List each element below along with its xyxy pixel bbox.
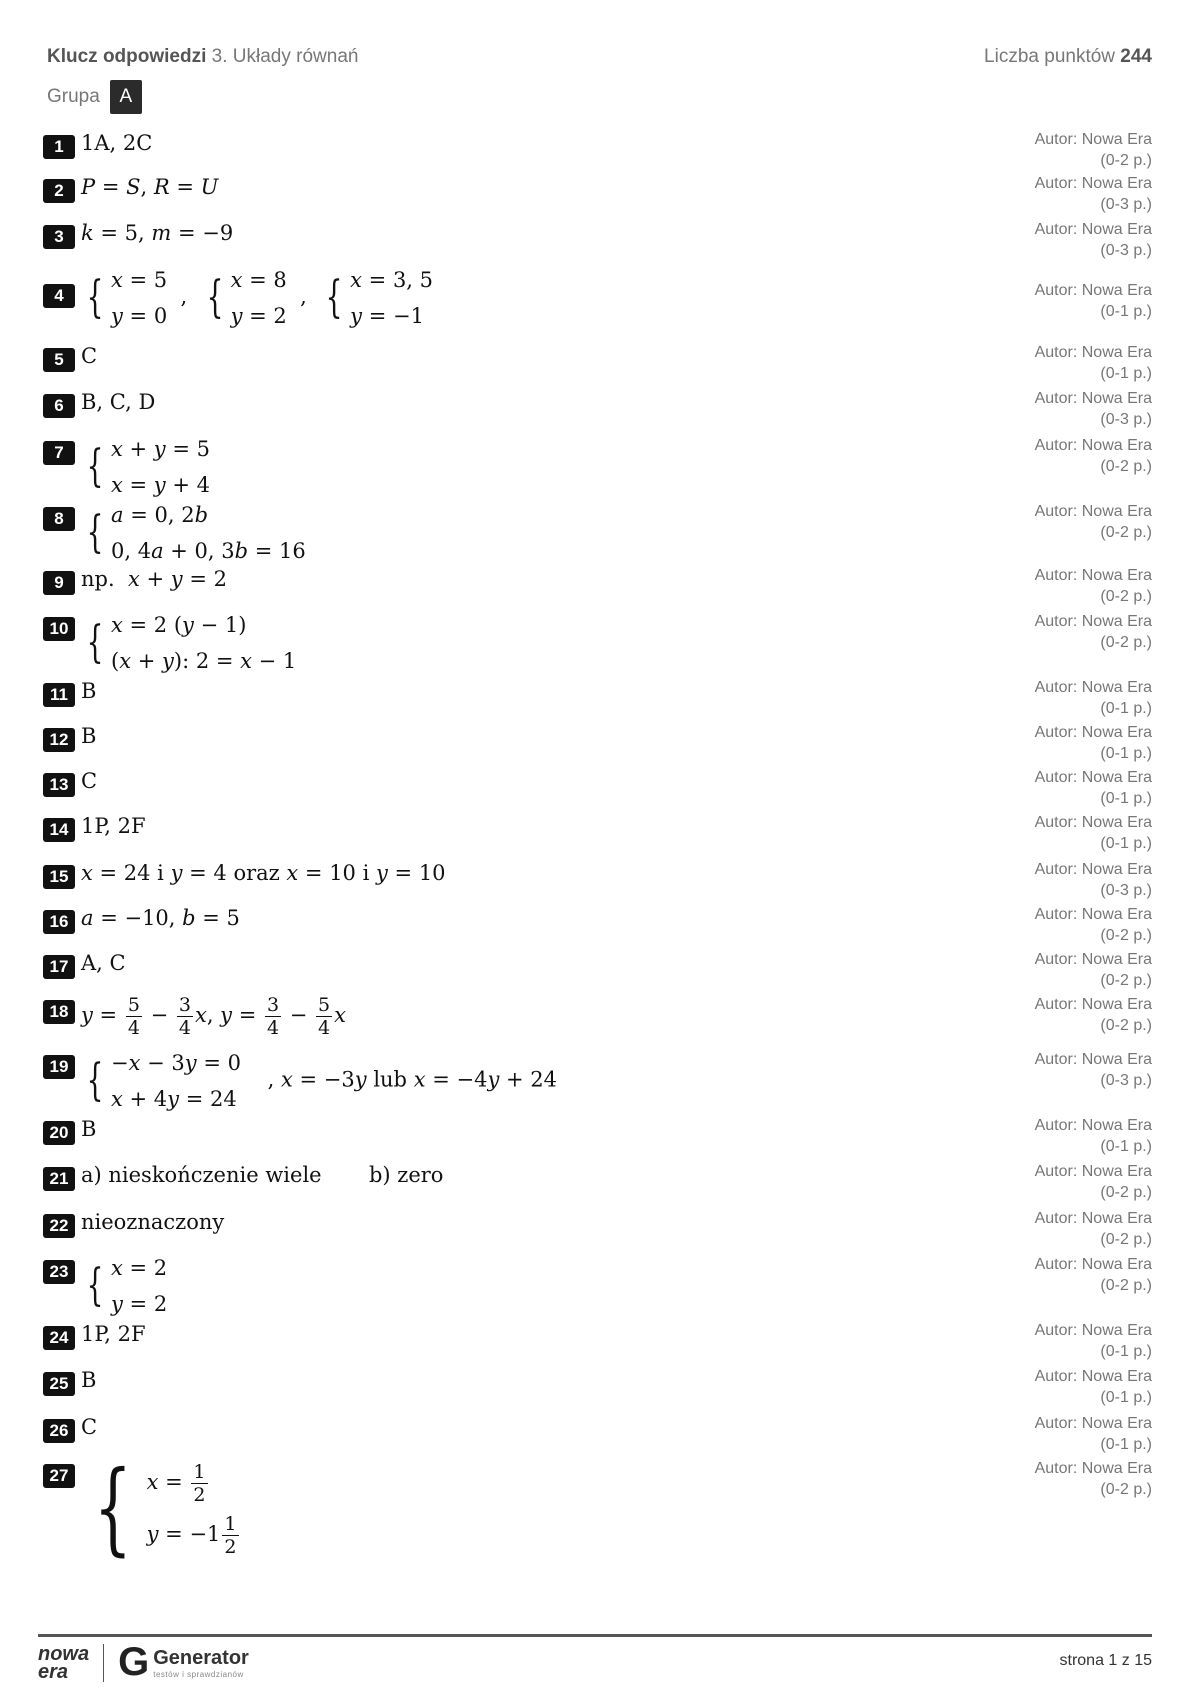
item-meta — [1035, 1115, 1152, 1157]
score: (0-1 p.) — [1100, 700, 1152, 717]
answer-math: { x = 5 y = 0 , { x = 8 y = 2 , { x = 3, 5 y = −1 — [86, 268, 434, 328]
item-number: 21 — [43, 1167, 75, 1191]
answer-math: y = $\frac{5}{4}$ − $\frac{3}{4}$ x, y = $\frac{3}{4}$ − $\frac{5}{4}$ x — [81, 994, 346, 1039]
score: (0-2 p.) — [1100, 927, 1152, 944]
item-number: 13 — [43, 773, 75, 797]
author: Autor: Nowa Era — [1034, 1210, 1152, 1227]
answer-math: P = S, R = U — [81, 175, 219, 199]
author: Autor: Nowa Era — [1034, 503, 1152, 520]
item-number: 2 — [43, 179, 75, 203]
score: (0-1 p.) — [1100, 1138, 1152, 1155]
doc-title — [47, 46, 358, 68]
group-badge: A — [110, 80, 142, 114]
item-number: 4 — [43, 284, 75, 308]
author: Autor: Nowa Era — [1034, 996, 1152, 1013]
item-number: 26 — [43, 1419, 75, 1443]
author: Autor: Nowa Era — [1034, 131, 1152, 148]
group-row — [47, 80, 142, 114]
item-number: 8 — [43, 507, 75, 531]
author: Autor: Nowa Era — [1034, 906, 1152, 923]
score: (0-2 p.) — [1100, 972, 1152, 989]
author: Autor: Nowa Era — [1034, 175, 1152, 192]
brand-top: nowa — [38, 1642, 90, 1665]
footer-divider — [38, 1634, 1152, 1637]
answer-part-a: a) nieskończenie wiele — [81, 1163, 322, 1187]
item-number: 17 — [43, 955, 75, 979]
score: (0-3 p.) — [1100, 411, 1152, 428]
answer-math: { x = 2 y = 2 — [86, 1256, 168, 1316]
item-number: 22 — [43, 1214, 75, 1238]
points-label: Liczba punktów — [984, 46, 1116, 67]
author: Autor: Nowa Era — [1034, 814, 1152, 831]
item-number: 7 — [43, 441, 75, 465]
score: (0-3 p.) — [1100, 196, 1152, 213]
answer-text: B — [81, 1117, 97, 1141]
item-number: 27 — [43, 1464, 75, 1488]
footer-logos — [38, 1640, 249, 1685]
item-number: 1 — [43, 135, 75, 159]
score: (0-2 p.) — [1100, 458, 1152, 475]
author: Autor: Nowa Era — [1034, 567, 1152, 584]
score: (0-2 p.) — [1100, 524, 1152, 541]
item-number: 6 — [43, 394, 75, 418]
score: (0-1 p.) — [1100, 1436, 1152, 1453]
item-meta — [1035, 129, 1152, 171]
brand-bottom: era — [38, 1660, 69, 1683]
author: Autor: Nowa Era — [1034, 613, 1152, 630]
generator-title: Generator — [153, 1646, 249, 1669]
score: (0-3 p.) — [1100, 1072, 1152, 1089]
author: Autor: Nowa Era — [1034, 724, 1152, 741]
author: Autor: Nowa Era — [1034, 679, 1152, 696]
author: Autor: Nowa Era — [1034, 1460, 1152, 1477]
score: (0-2 p.) — [1100, 152, 1152, 169]
score: (0-1 p.) — [1100, 790, 1152, 807]
item-meta — [1035, 767, 1152, 809]
item-number: 10 — [43, 617, 75, 641]
answer-part-b: b) zero — [368, 1163, 444, 1187]
item-number: 25 — [43, 1372, 75, 1396]
item-meta — [1035, 1254, 1152, 1296]
item-meta — [1035, 949, 1152, 991]
title-rest: 3. Układy równań — [211, 46, 359, 67]
logo-divider — [103, 1644, 104, 1682]
score: (0-1 p.) — [1100, 745, 1152, 762]
score: (0-1 p.) — [1100, 365, 1152, 382]
score: (0-1 p.) — [1100, 835, 1152, 852]
score: (0-2 p.) — [1100, 1481, 1152, 1498]
item-number: 5 — [43, 348, 75, 372]
item-meta — [1035, 1208, 1152, 1250]
score: (0-2 p.) — [1100, 1184, 1152, 1201]
author: Autor: Nowa Era — [1034, 390, 1152, 407]
author: Autor: Nowa Era — [1034, 1051, 1152, 1068]
generator-g-icon: G — [118, 1640, 150, 1684]
score: (0-2 p.) — [1100, 588, 1152, 605]
points-value: 244 — [1120, 46, 1152, 67]
item-meta — [1035, 565, 1152, 607]
score: (0-2 p.) — [1100, 1277, 1152, 1294]
item-meta — [1035, 1161, 1152, 1203]
item-number: 16 — [43, 910, 75, 934]
author: Autor: Nowa Era — [1034, 769, 1152, 786]
item-meta — [1035, 1413, 1152, 1455]
item-number: 19 — [43, 1055, 75, 1079]
title-bold: Klucz odpowiedzi — [47, 46, 207, 67]
item-meta — [1035, 1049, 1152, 1091]
answer-text: A, C — [81, 951, 126, 975]
score: (0-2 p.) — [1100, 634, 1152, 651]
item-meta — [1035, 722, 1152, 764]
answer-math: { x = $\frac{1}{2}$ y = −1 $\frac{1}{2}$ — [93, 1449, 237, 1566]
answer-text: C — [81, 769, 98, 793]
item-number: 9 — [43, 571, 75, 595]
author: Autor: Nowa Era — [1034, 344, 1152, 361]
answer-text: nieoznaczony — [81, 1210, 225, 1234]
author: Autor: Nowa Era — [1034, 1117, 1152, 1134]
answer-math: k = 5, m = −9 — [81, 221, 234, 245]
item-meta — [1035, 859, 1152, 901]
item-meta — [1035, 388, 1152, 430]
item-meta — [1035, 904, 1152, 946]
author: Autor: Nowa Era — [1034, 1415, 1152, 1432]
score: (0-1 p.) — [1100, 1343, 1152, 1360]
item-meta — [1035, 611, 1152, 653]
item-number: 15 — [43, 865, 75, 889]
answer-text: 1A, 2C — [81, 131, 153, 155]
answer-math: { a = 0, 2b 0, 4a + 0, 3b = 16 — [86, 503, 306, 563]
item-number: 3 — [43, 225, 75, 249]
item-meta — [1035, 501, 1152, 543]
score: (0-3 p.) — [1100, 882, 1152, 899]
score: (0-2 p.) — [1100, 1017, 1152, 1034]
item-meta — [1035, 812, 1152, 854]
generator-subtitle: testów i sprawdzianów — [153, 1669, 244, 1679]
page-number: strona 1 z 15 — [1059, 1652, 1152, 1669]
item-number: 20 — [43, 1121, 75, 1145]
score: (0-1 p.) — [1100, 303, 1152, 320]
score: (0-2 p.) — [1100, 1231, 1152, 1248]
answer-text: B, C, D — [81, 390, 156, 414]
answer-math: a = −10, b = 5 — [81, 906, 240, 930]
score: (0-3 p.) — [1100, 242, 1152, 259]
answer-text: C — [81, 1415, 98, 1439]
item-meta — [1035, 1458, 1152, 1500]
item-meta — [1035, 219, 1152, 261]
item-number: 14 — [43, 818, 75, 842]
item-meta — [1035, 280, 1152, 322]
answer-text — [81, 1163, 443, 1187]
author: Autor: Nowa Era — [1034, 951, 1152, 968]
item-number: 24 — [43, 1326, 75, 1350]
answer-math: { −x − 3y = 0 x + 4y = 24 , x = −3y lub x = −4y + 24 — [86, 1051, 557, 1111]
item-meta — [1035, 1320, 1152, 1362]
author: Autor: Nowa Era — [1034, 1256, 1152, 1273]
group-label: Grupa — [47, 86, 100, 107]
item-number: 11 — [43, 683, 75, 707]
answer-math: np. x + y = 2 — [81, 567, 227, 591]
item-meta — [1035, 994, 1152, 1036]
author: Autor: Nowa Era — [1034, 1368, 1152, 1385]
answer-text: B — [81, 724, 97, 748]
item-meta — [1035, 173, 1152, 215]
author: Autor: Nowa Era — [1034, 1322, 1152, 1339]
author: Autor: Nowa Era — [1034, 282, 1152, 299]
item-meta — [1035, 342, 1152, 384]
author: Autor: Nowa Era — [1034, 1163, 1152, 1180]
item-meta — [1035, 1366, 1152, 1408]
item-meta — [1035, 677, 1152, 719]
nowa-era-logo — [38, 1642, 90, 1683]
item-meta — [1035, 435, 1152, 477]
item-number: 23 — [43, 1260, 75, 1284]
author: Autor: Nowa Era — [1034, 437, 1152, 454]
answer-math: { x + y = 5 x = y + 4 — [86, 437, 210, 497]
author: Autor: Nowa Era — [1034, 221, 1152, 238]
answer-text: B — [81, 679, 97, 703]
answer-text: C — [81, 344, 98, 368]
generator-logo — [118, 1640, 249, 1685]
item-number: 18 — [43, 1000, 75, 1024]
answer-text: 1P, 2F — [81, 814, 146, 838]
author: Autor: Nowa Era — [1034, 861, 1152, 878]
points-total — [984, 46, 1152, 68]
answer-text: B — [81, 1368, 97, 1392]
answer-math: { x = 2 (y − 1) (x + y): 2 = x − 1 — [86, 613, 297, 673]
answer-text: 1P, 2F — [81, 1322, 146, 1346]
score: (0-1 p.) — [1100, 1389, 1152, 1406]
item-number: 12 — [43, 728, 75, 752]
answer-math: x = 24 i y = 4 oraz x = 10 i y = 10 — [81, 861, 446, 885]
